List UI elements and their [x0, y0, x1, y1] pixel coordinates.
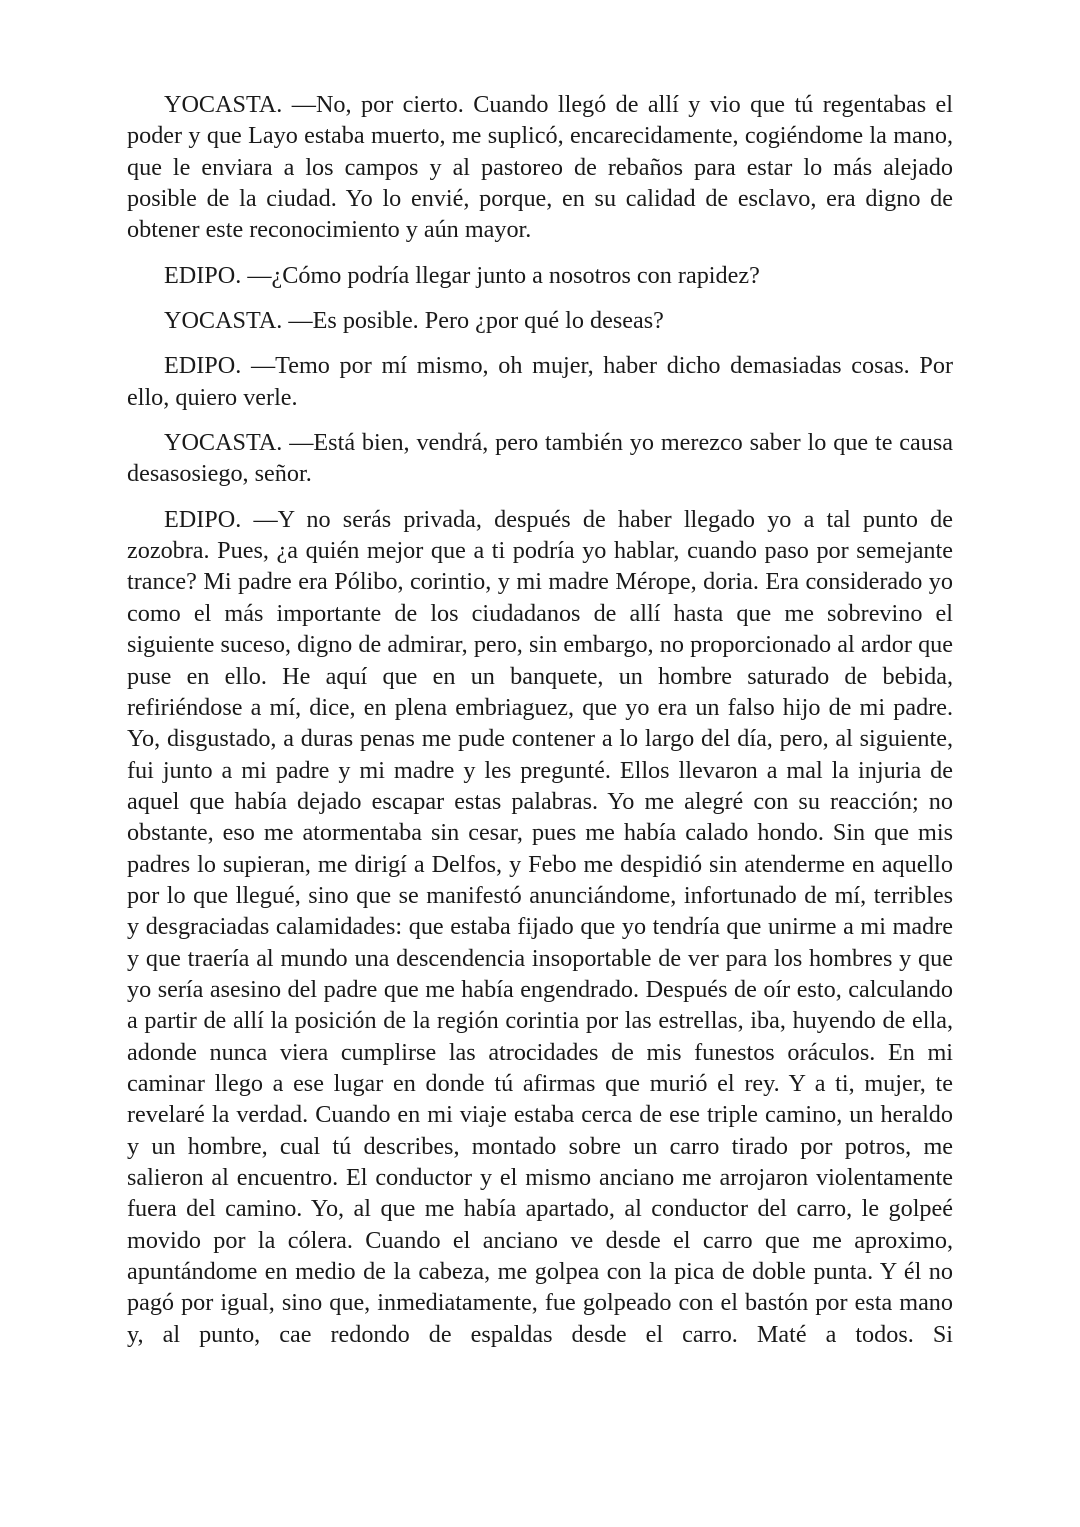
- speaker-name: YOCASTA.: [164, 307, 283, 335]
- speaker-name: EDIPO.: [164, 505, 242, 533]
- speaker-name: EDIPO.: [164, 261, 242, 289]
- dialogue-paragraph: [127, 427, 953, 490]
- speaker-name: EDIPO.: [164, 352, 242, 380]
- dialogue-text: —Es posible. Pero ¿por qué lo deseas?: [288, 307, 664, 335]
- dialogue-paragraph: [127, 89, 953, 246]
- dialogue-paragraph: [127, 260, 953, 291]
- speaker-name: YOCASTA.: [164, 91, 283, 118]
- dialogue-text: —¿Cómo podría llegar junto a nosotros con rapidez?: [247, 261, 760, 289]
- dialogue-paragraph: [127, 305, 953, 336]
- dialogue-paragraph: [127, 350, 953, 413]
- dialogue-text: —No, por cierto. Cuando llegó de allí y vio que tú regentabas el poder y que Layo estaba muerto, me suplicó, encarecidamente, cogiéndome la mano, que le enviara a los campos y al pastoreo de rebaños para estar lo más alejado posible de la ciudad. Yo lo envié, porque, en su calidad de esclavo, era digno de obtener este reconocimiento y aún mayor.: [127, 91, 953, 244]
- document-page: [127, 89, 953, 1350]
- dialogue-text: —Y no serás privada, después de haber llegado yo a tal punto de zozobra. Pues, ¿a quién mejor que a ti podría yo hablar, cuando paso por semejante trance? Mi padre era Pólibo, corintio, y mi madre Mérope, doria. Era considerado yo como el más importante de los ciudadanos de allí hasta que me sobrevino el siguiente suceso, digno de admirar, pero, sin embargo, no proporcionado al ardor que puse en ello. He aquí que en un banquete, un hombre saturado de bebida, refiriéndose a mí, dice, en plena embriaguez, que yo era un falso hijo de mi padre. Yo, disgustado, a duras penas me pude contener a lo largo del día, pero, al siguiente, fui junto a mi padre y mi madre y les pregunté. Ellos llevaron a mal la injuria de aquel que había dejado escapar estas palabras. Yo me alegré con su reacción; no obstante, eso me atormentaba sin cesar, pues me había calado hondo. Sin que mis padres lo supieran, me dirigí a Delfos, y Febo me despidió sin atenderme en aquello por lo que llegué, sino que se manifestó anunciándome, infortunado de mí, terribles y desgraciadas calamidades: que estaba fijado que yo tendría que unirme a mi madre y que traería al mundo una descendencia insoportable de ver para los hombres y que yo sería asesino del padre que me había engendrado. Después de oír esto, calculando a partir de allí la posición de la región corintia por las estrellas, iba, huyendo de ella, adonde nunca viera cumplirse las atrocidades de mis funestos oráculos. En mi caminar llego a ese lugar en donde tú afirmas que murió el rey. Y a ti, mujer, te revelaré la verdad. Cuando en mi viaje estaba cerca de ese triple camino, un heraldo y un hombre, cual tú describes, montado sobre un carro tirado por potros, me salieron al encuentro. El conductor y el mismo anciano me arrojaron violentamente fuera del camino. Yo, al que me había apartado, al conductor del carro, le golpeé movido por la cólera. Cuando el anciano ve desde el carro que me aproximo, apuntándome en medio de la cabeza, me golpea con la pica de doble punta. Y él no pagó por igual, sino que, inmediatamente, fue golpeado con el bastón por esta mano y, al punto, cae redondo de espaldas desde el carro. Maté a todos. Si: [127, 505, 953, 1348]
- dialogue-paragraph: [127, 504, 953, 1350]
- dialogue-text: —Está bien, vendrá, pero también yo merezco saber lo que te causa desasosiego, señor.: [127, 429, 954, 488]
- dialogue-text: —Temo por mí mismo, oh mujer, haber dicho demasiadas cosas. Por ello, quiero verle.: [127, 352, 953, 411]
- speaker-name: YOCASTA.: [164, 429, 283, 457]
